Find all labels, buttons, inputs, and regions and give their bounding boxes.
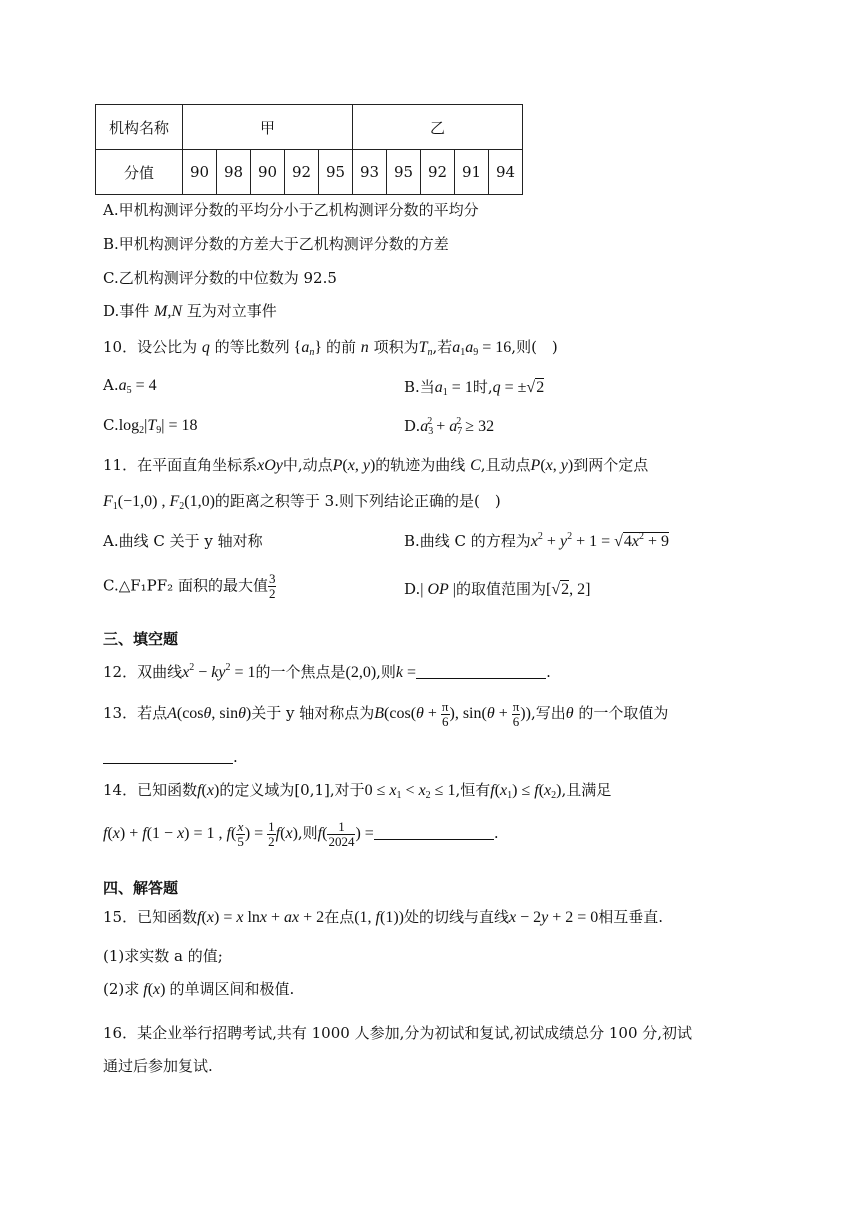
question-13 [103, 700, 668, 729]
table-cell: 92 [285, 150, 319, 195]
option-label: D. [404, 580, 421, 598]
answer-blank [103, 763, 233, 764]
math: (1, f(1)) [354, 909, 404, 926]
math: | OP | [420, 581, 456, 598]
option-label: C. [103, 416, 119, 434]
q11-option-a: A.曲线 C 关于 y 轴对称 [103, 532, 263, 550]
math: $x^2 + y^2 + 1 = √4x^2 + 9$ [530, 531, 670, 550]
score-table [95, 104, 523, 195]
text: ,写出 [530, 704, 566, 723]
question-14-line1 [103, 779, 611, 801]
text: 的距离之积等于 3.则下列结论正确的是( ) [214, 492, 501, 510]
table-cell: 94 [489, 150, 523, 195]
text: 相互垂直. [598, 908, 664, 926]
math: M,N [154, 303, 183, 320]
text: ,则( ) [511, 338, 558, 356]
text: 项积为 [368, 338, 419, 356]
table-cell: 机构名称 [96, 105, 183, 150]
text: (2)求 [103, 980, 140, 998]
text: 的取值范围为 [456, 580, 547, 598]
table-cell: 95 [319, 150, 353, 195]
math: xOy [257, 457, 283, 474]
question-16-line2: 通过后参加复试. [103, 1057, 213, 1075]
table-cell: 甲 [183, 105, 353, 150]
table-cell: 91 [455, 150, 489, 195]
math: $T_n$ [418, 339, 433, 358]
text: 12．双曲线 [103, 663, 183, 681]
math: P(x, y) [530, 457, 574, 474]
q10-option-b [404, 376, 544, 398]
text: ,若 [432, 338, 453, 356]
math: f( $\frac{1}{2024}$ ) = [317, 819, 374, 849]
q11-option-d [404, 578, 590, 599]
math: $a_1 = 1$ [434, 379, 473, 398]
table-cell: 98 [217, 150, 251, 195]
math: $x^2 - ky^2 = 1$ [182, 662, 256, 681]
option-label: D. [404, 417, 421, 435]
option-label: A. [103, 376, 119, 394]
option-label: B.曲线 C 的方程为 [404, 532, 531, 550]
q9-option-a: A.甲机构测评分数的平均分小于乙机构测评分数的平均分 [103, 201, 479, 219]
fraction: $\frac{1}{2024}$ [328, 819, 355, 849]
math: P(x, y) [332, 457, 376, 474]
math: x − 2y + 2 = 0 [508, 909, 599, 926]
q10-option-c [103, 416, 198, 436]
math: B(cos(θ + $\frac{\pi}{6}$ ), sin(θ + $\frac{\pi}{6}$ )) [374, 699, 531, 729]
math-sequence: $\{a_n\}$ [289, 339, 327, 358]
math: n [360, 339, 369, 356]
table-cell: 90 [251, 150, 285, 195]
text: 关于 y 轴对称点为 [251, 704, 375, 723]
math: $a_5 = 4$ [118, 377, 157, 396]
math: f(x) = x lnx + ax + 2 [197, 909, 325, 926]
section-heading-solutions: 四、解答题 [103, 879, 179, 897]
question-15-part1: (1)求实数 a 的值; [103, 947, 223, 965]
table-cell: 95 [387, 150, 421, 195]
math: q = ±√2 [492, 379, 545, 396]
math: $\log_2|T_9| = 18$ [118, 417, 198, 436]
text: 的等比数列 [209, 338, 290, 356]
q11-option-b [404, 530, 669, 551]
option-label: B.当 [404, 378, 435, 396]
table-cell: 乙 [353, 105, 523, 150]
text: 15．已知函数 [103, 908, 198, 926]
table-row [96, 150, 523, 195]
question-11-line2 [103, 490, 501, 512]
option-label: C.△F₁PF₂ 面积的最大值 [103, 576, 268, 595]
text: D.事件 [103, 302, 155, 320]
text: ,则 [376, 663, 396, 681]
text: 到两个定点 [573, 456, 649, 474]
q11-option-c [103, 572, 276, 601]
q9-option-d [103, 300, 277, 321]
question-12: 12．双曲线$x^2 - ky^2 = 1$的一个焦点是(2,0),则k = . [103, 662, 551, 681]
text: ,且满足 [561, 781, 612, 799]
math: f(x) + f(1 − x) = 1 , f( $\frac{x}{5}$ ) = $\frac{1}{2}$ f(x) [103, 819, 298, 849]
q10-option-a [103, 376, 157, 396]
text: 的轨迹为曲线 [375, 456, 471, 474]
math: f(x) [197, 782, 220, 799]
q9-option-b: B.甲机构测评分数的方差大于乙机构测评分数的方差 [103, 235, 449, 253]
text: ,则 [297, 824, 318, 843]
text: 10．设公比为 [103, 338, 202, 356]
table-cell: 92 [421, 150, 455, 195]
question-16-line1: 16．某企业举行招聘考试,共有 1000 人参加,分为初试和复试,初试成绩总分 100 分,初试 [103, 1024, 693, 1042]
text: 13．若点 [103, 704, 168, 723]
text: ,且动点 [480, 456, 531, 474]
text: 在点 [324, 908, 355, 926]
table-row [96, 105, 523, 150]
math: q [201, 339, 210, 356]
question-15-part2 [103, 978, 294, 999]
q9-option-c: C.乙机构测评分数的中位数为 92.5 [103, 269, 337, 287]
text: 11．在平面直角坐标系 [103, 456, 258, 474]
text: 时, [472, 378, 493, 396]
question-15 [103, 906, 663, 927]
answer-blank [416, 678, 546, 679]
text: 14．已知函数 [103, 781, 198, 799]
text: 的单调区间和极值. [169, 980, 295, 998]
question-10 [103, 336, 558, 358]
section-heading-fill-in: 三、填空题 [103, 630, 179, 648]
table-cell: 90 [183, 150, 217, 195]
fraction: $\frac{3}{2}$ [268, 571, 276, 601]
answer-blank [374, 839, 494, 840]
question-13-blank: . [103, 748, 238, 766]
text: 的前 [326, 338, 361, 356]
text: 的一个取值为 [573, 704, 669, 723]
math: (2,0) [345, 664, 377, 681]
table-cell: 分值 [96, 150, 183, 195]
math: [√2, 2] [546, 581, 591, 598]
fraction: $\frac{\pi}{6}$ [512, 699, 520, 729]
text: 处的切线与直线 [403, 908, 509, 926]
fraction: $\frac{\pi}{6}$ [441, 699, 449, 729]
question-14-line2: f(x) + f(1 − x) = 1 , f( $\frac{x}{5}$ ) = $\frac{1}{2}$ f(x),则f( $\frac{1}{2024}$ ) = . [103, 819, 499, 849]
math: f(x) [143, 981, 170, 998]
math: k = [395, 664, 417, 681]
math: $0 \le x_1 < x_2 \le 1$ [364, 782, 456, 801]
math: $f(x_1) \le f(x_2)$ [490, 782, 562, 801]
math: A(cosθ, sinθ) [167, 705, 252, 723]
text: 的一个焦点是 [255, 663, 346, 681]
text: 的定义域为[0,1],对于 [219, 781, 365, 799]
math: $F_1(-1,0)$ , $F_2(1,0)$ [103, 493, 215, 512]
text: 中,动点 [282, 456, 333, 474]
q10-option-d [404, 416, 494, 437]
table-cell: 93 [353, 150, 387, 195]
math: C [470, 457, 481, 474]
math: $a_3^2 + a_7^2 \ge 32$ [420, 416, 495, 437]
text: 互为对立事件 [182, 302, 277, 320]
question-11-line1 [103, 454, 648, 475]
fraction: $\frac{x}{5}$ [237, 819, 244, 849]
text: ,恒有 [455, 781, 491, 799]
math: $a_1a_9 = 16$ [452, 339, 512, 358]
fraction: $\frac{1}{2}$ [268, 819, 275, 849]
math: θ [565, 705, 574, 723]
